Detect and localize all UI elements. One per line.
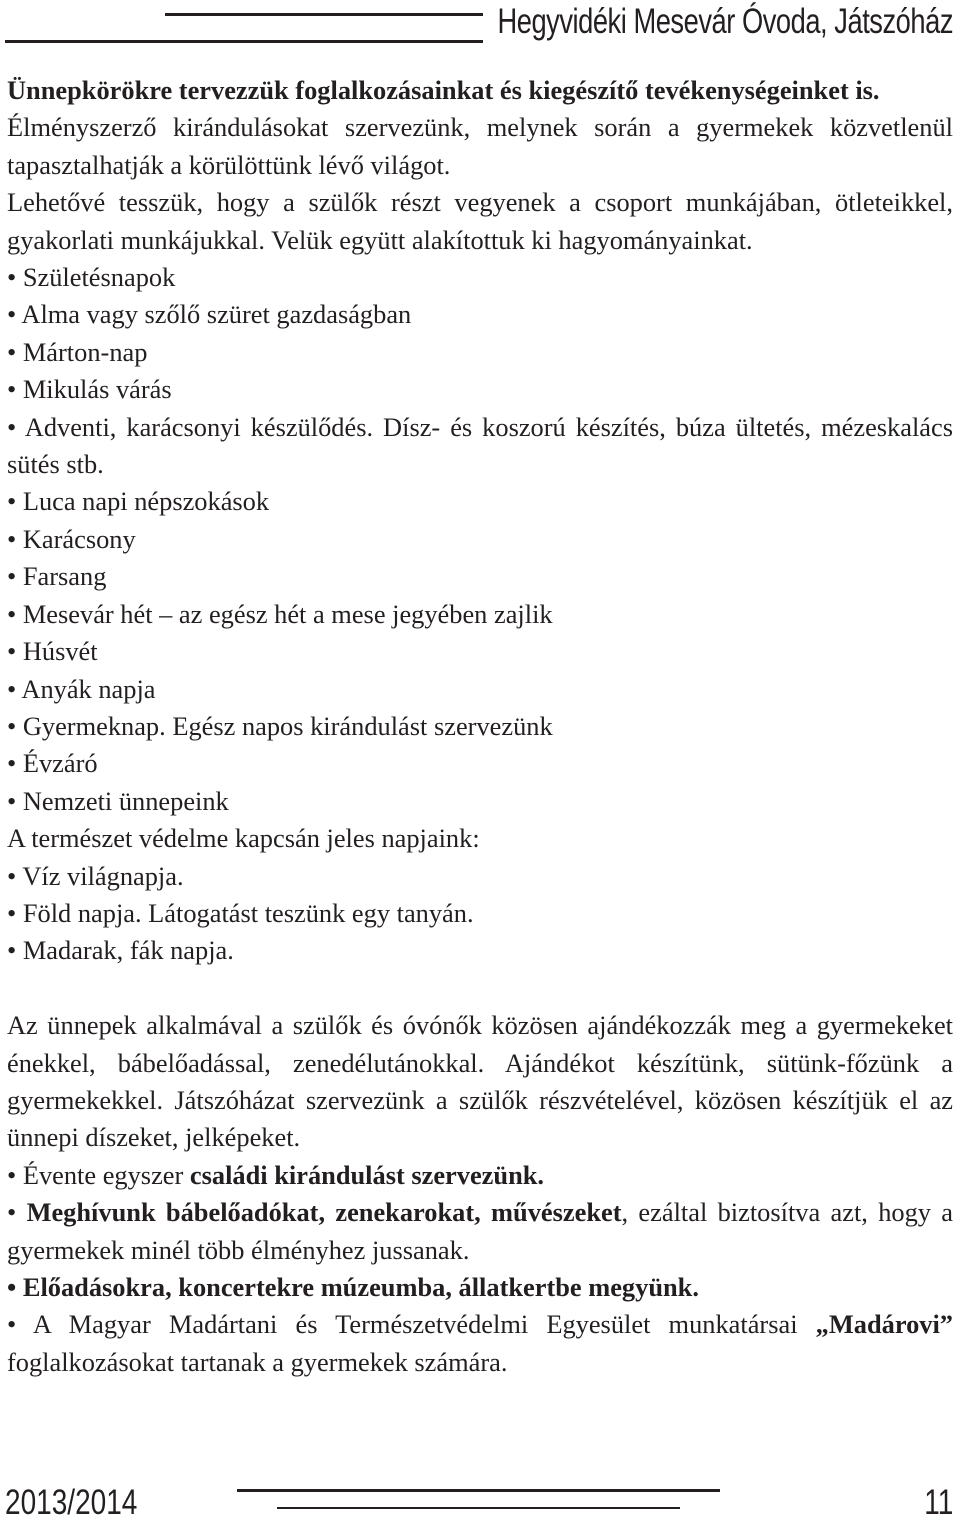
list-item: • Luca napi népszokások — [7, 486, 270, 517]
list-item: • Évzáró — [7, 748, 98, 779]
excursions-paragraph: Élményszerző kirándulásokat szervezünk, melynek során a gyermekek közvetlenül tapasztalhatják a körülöttünk lévő világot. — [7, 112, 953, 180]
performances-bold: • Előadásokra, koncertekre múzeumba, állatkertbe megyünk. — [7, 1271, 699, 1302]
list-item: • Gyermeknap. Egész napos kirándulást szervezünk — [7, 710, 553, 741]
list-item: • Mikulás várás — [7, 374, 172, 405]
list-item: • Anyák napja — [7, 673, 156, 704]
list-item: • Születésnapok — [7, 262, 176, 293]
list-item: • Márton-nap — [7, 336, 148, 367]
nature-days-list — [7, 858, 953, 970]
performances-item — [7, 1269, 953, 1306]
running-header-title: Hegyvidéki Mesevár Óvoda, Játszóház — [497, 2, 953, 41]
footer-rule-bottom — [277, 1507, 680, 1509]
invite-bold: Meghívunk bábelőadókat, zenekarokat, művészeket — [26, 1197, 622, 1228]
yearly-trip-prefix: • Évente egyszer — [7, 1159, 190, 1190]
yearly-trip-item — [7, 1157, 953, 1194]
nature-heading: A természet védelme kapcsán jeles napjaink: — [7, 823, 480, 854]
yearly-trip-bold: családi kirándulást szervezünk. — [189, 1159, 545, 1190]
bird-society-item — [7, 1306, 953, 1381]
header-rule-bottom — [5, 40, 483, 43]
list-item: • Húsvét — [7, 636, 98, 667]
page-number: 11 — [923, 1483, 953, 1522]
parents-paragraph: Lehetővé tesszük, hogy a szülők részt vegyenek a csoport munkájában, ötleteikkel, gyakorlati munkájukkal. Velük együtt alakítottuk ki hagyományainkat. — [7, 187, 953, 255]
list-item: • Mesevár hét – az egész hét a mese jegyében zajlik — [7, 598, 553, 629]
list-item: • Nemzeti ünnepeink — [7, 785, 229, 816]
bird-society-bold: „Madárovi” — [815, 1309, 953, 1340]
traditions-list — [7, 259, 953, 820]
list-item: • Víz világnapja. — [7, 860, 184, 891]
list-item: • Alma vagy szőlő szüret gazdaságban — [7, 299, 412, 330]
footer-year: 2013/2014 — [5, 1483, 138, 1522]
invite-item — [7, 1194, 953, 1269]
invite-bullet: • — [7, 1197, 27, 1228]
bird-society-rest: foglalkozásokat tartanak a gyermekek számára. — [7, 1346, 508, 1377]
header-rule-top — [165, 13, 483, 16]
page-body — [7, 72, 953, 1381]
list-item: • Farsang — [7, 561, 107, 592]
celebrations-paragraph: Az ünnepek alkalmával a szülők és óvónők közösen ajándékozzák meg a gyermekeket énekkel, bábelőadással, zenedélutánokkal. Ajándékot készítünk, sütünk-főzünk a gyermekekkel. Játszóházat szervezünk a szülők részvételével, közösen készítjük el az ünnepi díszeket, jelképeket. — [7, 1010, 953, 1153]
list-item: • Karácsony — [7, 523, 136, 554]
invite-rest: , ezáltal biztosítva azt, hogy a gyermekek minél több élményhez jussanak. — [7, 1197, 953, 1265]
footer-rule-top — [237, 1489, 720, 1492]
list-item: • Adventi, karácsonyi készülődés. Dísz- és koszorú készítés, búza ültetés, mézeskalács sütés stb. — [7, 411, 953, 480]
list-item: • Madarak, fák napja. — [7, 935, 234, 966]
paragraph-spacer — [7, 970, 953, 1007]
intro-bold-text: Ünnepkörökre tervezzük foglalkozásainkat és kiegészítő tevékenységeinket is. — [7, 75, 880, 105]
intro-paragraph — [7, 72, 953, 109]
bird-society-prefix: • A Magyar Madártani és Természetvédelmi Egyesület munkatársai — [7, 1309, 816, 1340]
list-item: • Föld napja. Látogatást teszünk egy tanyán. — [7, 897, 474, 928]
